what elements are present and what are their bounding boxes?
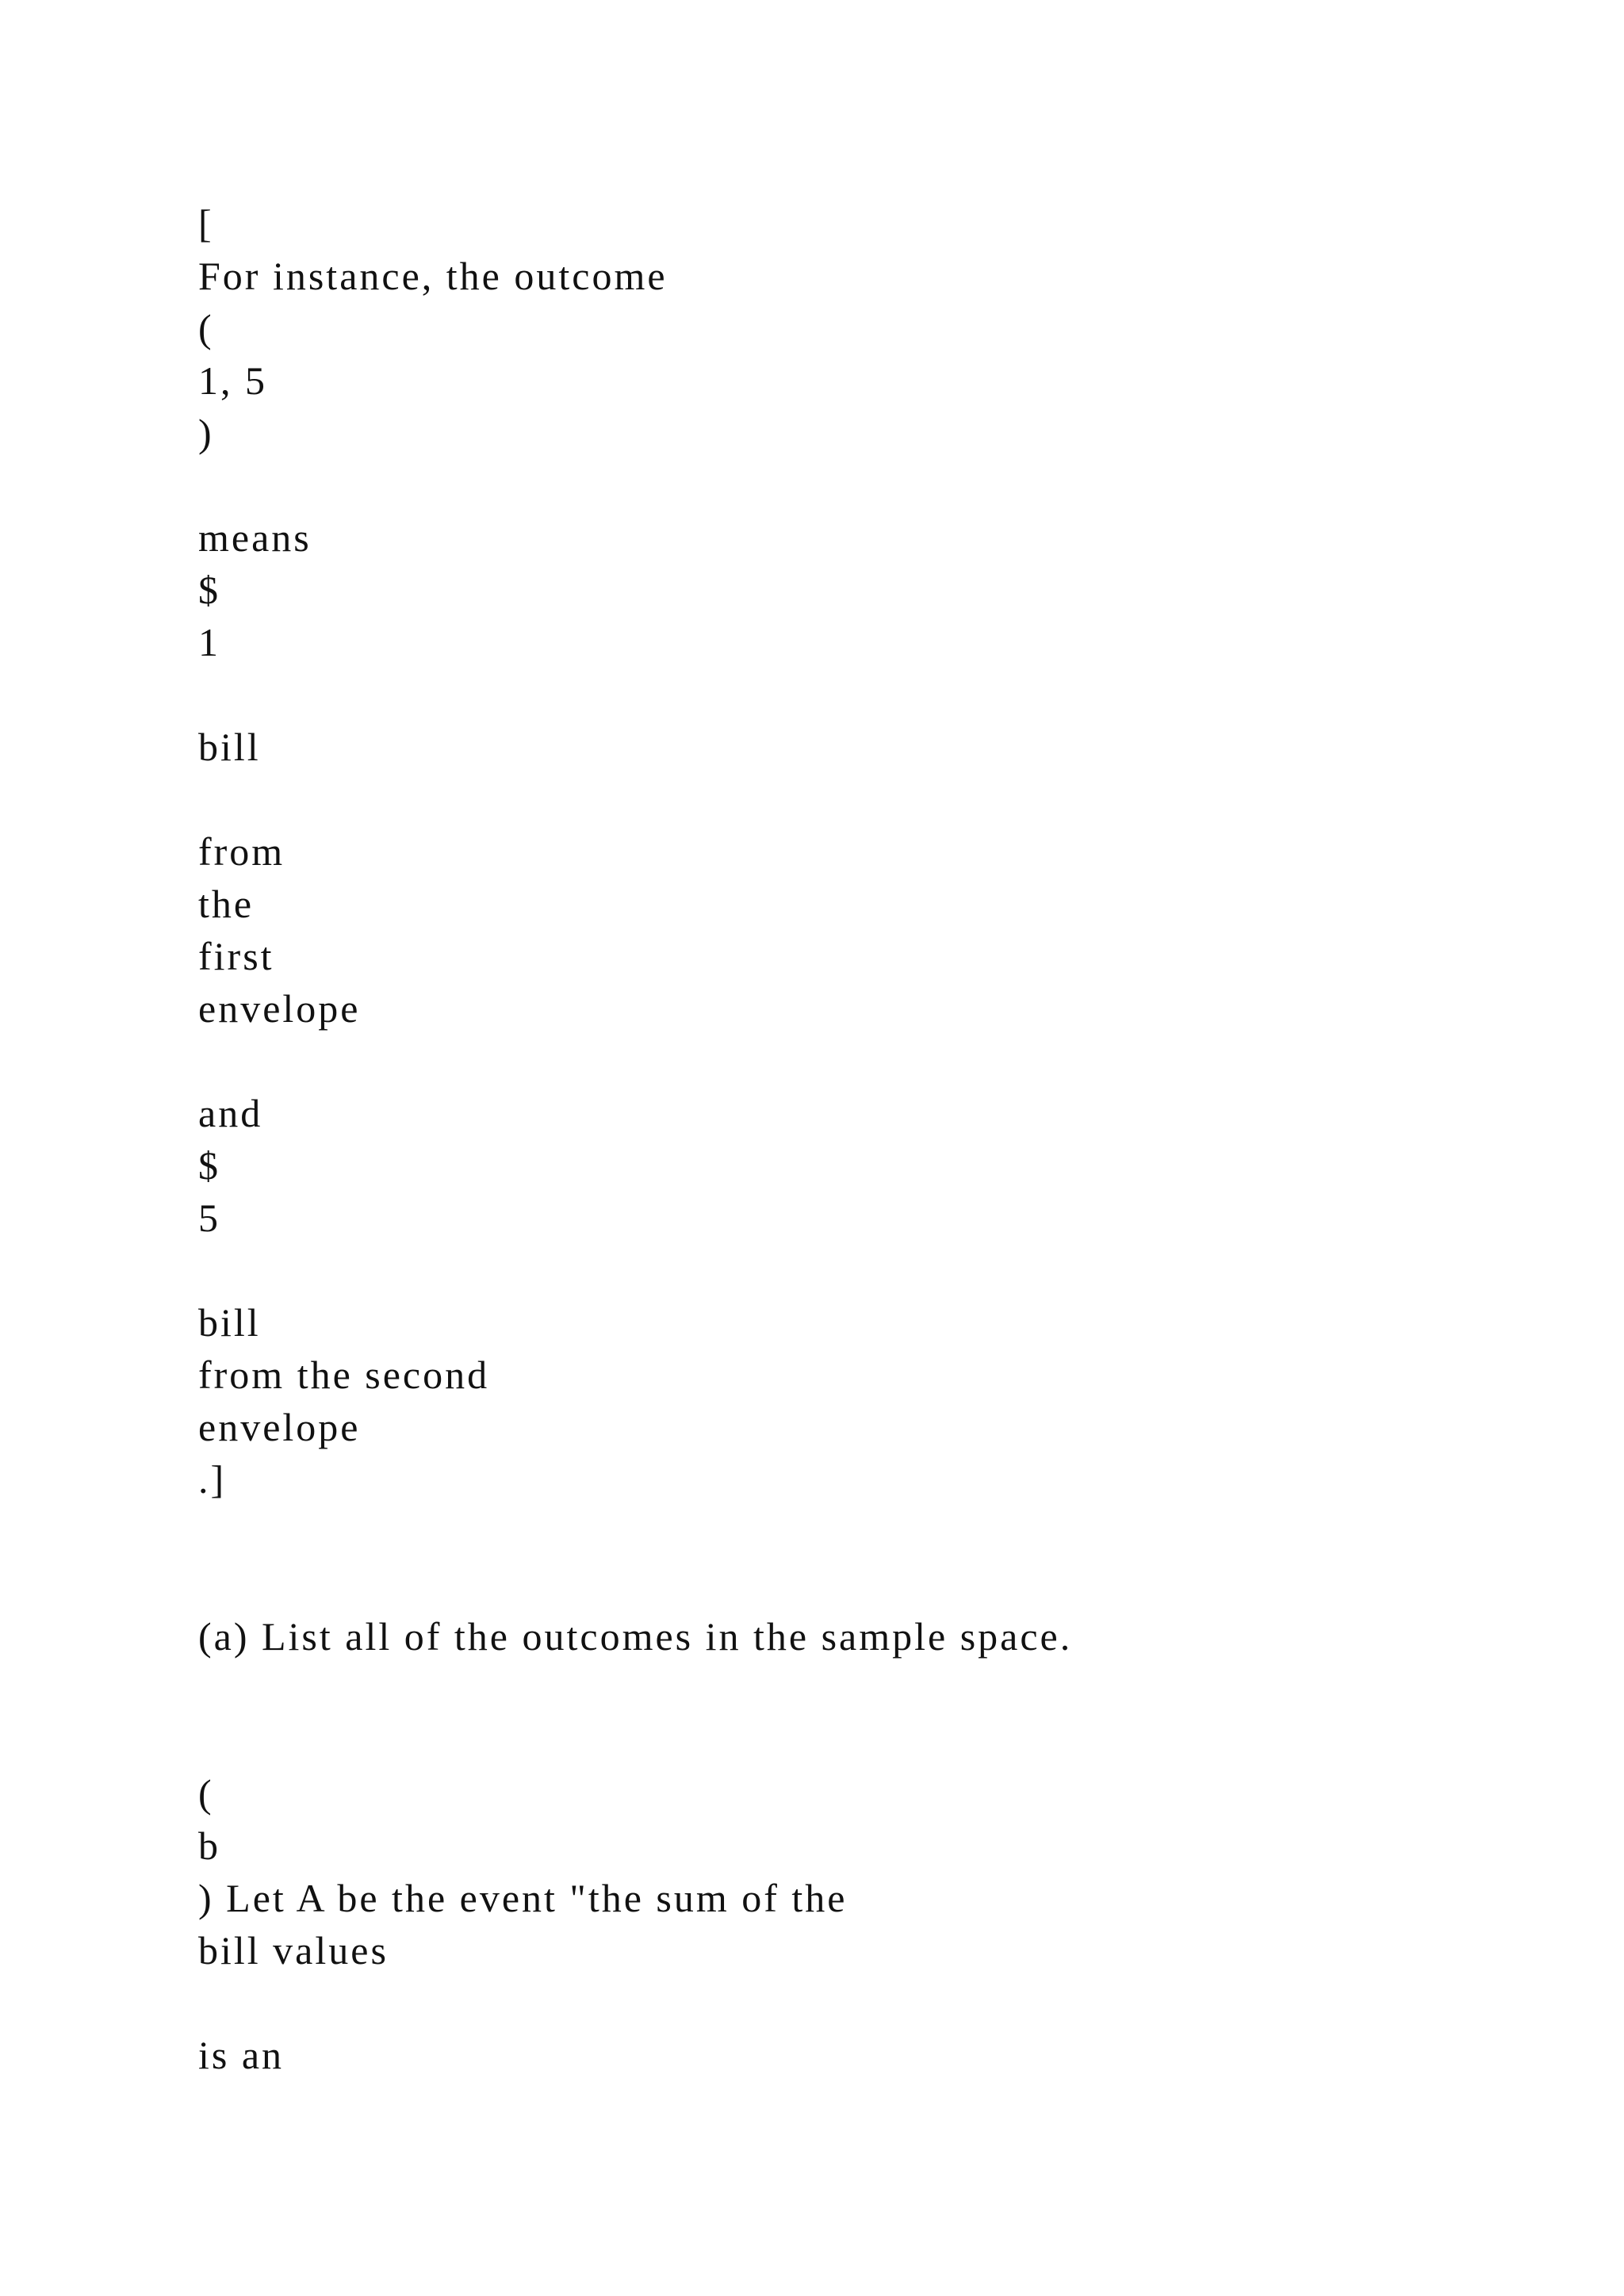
text-line: from the second (198, 1353, 490, 1397)
text-line: ( (198, 306, 214, 350)
text-line: 1 (198, 620, 220, 664)
text-line: $ (198, 1143, 220, 1188)
text-line: ) Let A be the event "the sum of the (198, 1876, 848, 1920)
text-line: the (198, 882, 255, 926)
text-line: means (198, 515, 312, 560)
text-line: b (198, 1823, 220, 1868)
text-line: first (198, 934, 274, 978)
text-line: For instance, the outcome (198, 254, 668, 298)
text-line: 1, 5 (198, 358, 267, 403)
text-line: from (198, 829, 285, 874)
text-line: is an (198, 2033, 285, 2077)
text-line: bill (198, 725, 261, 769)
text-line: 5 (198, 1196, 220, 1240)
text-line: and (198, 1091, 263, 1135)
text-line: bill (198, 1300, 261, 1345)
text-line: ( (198, 1771, 214, 1816)
text-line: (a) List all of the outcomes in the sample space. (198, 1614, 1073, 1659)
text-line: envelope (198, 986, 361, 1031)
text-line: .] (198, 1457, 227, 1502)
text-line: envelope (198, 1405, 361, 1449)
text-line: ) (198, 411, 214, 455)
text-line: $ (198, 568, 220, 612)
text-line: [ (198, 201, 214, 246)
text-line: bill values (198, 1928, 389, 1973)
